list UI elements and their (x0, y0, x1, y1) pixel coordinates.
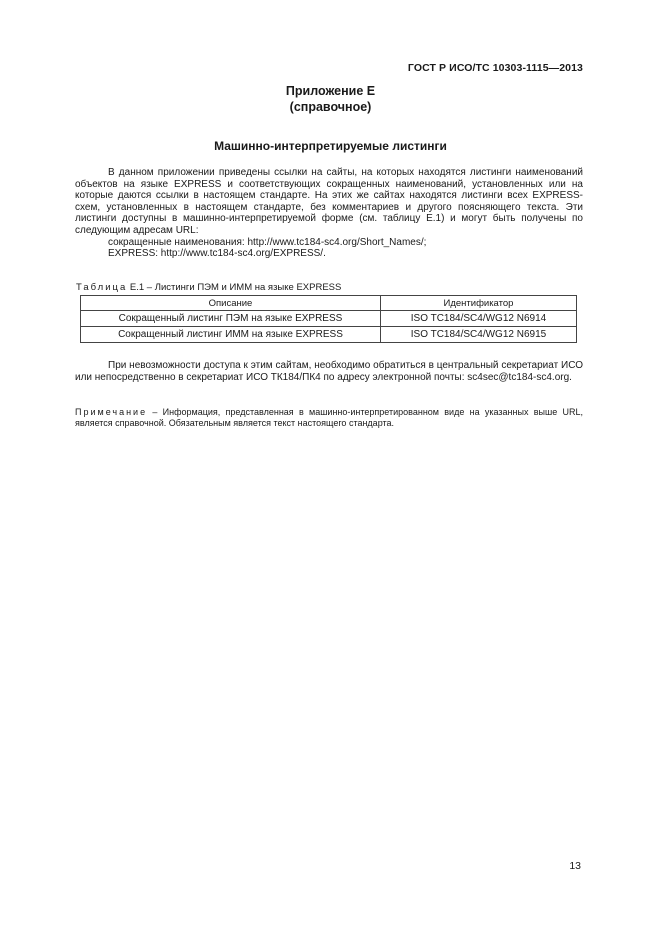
table-row (81, 327, 577, 343)
note-label: Примечание (75, 407, 148, 417)
listings-table (80, 295, 577, 343)
intro-block (75, 167, 583, 260)
table-header-row (81, 296, 577, 311)
table-caption-text: Е.1 – Листинги ПЭМ и ИММ на языке EXPRESS (127, 282, 342, 293)
url-short-names: сокращенные наименования: http://www.tc184-sc4.org/Short_Names/; (108, 236, 427, 248)
section-title: Машинно-интерпретируемые листинги (214, 139, 447, 153)
table-cell-description: Сокращенный листинг ПЭМ на языке EXPRESS (81, 311, 381, 327)
table-cell-identifier: ISO TC184/SC4/WG12 N6915 (380, 327, 576, 343)
intro-paragraph: В данном приложении приведены ссылки на сайты, на которых находятся листинги наименований объектов на языке EXPRESS и соответствующих сокращенных наименований, установленных или на которые даются ссылки в настоящем стандарте. На этих же сайтах находятся листинги всех EXPRESS-схем, установленных в настоящем стандарте, без комментариев и другого поясняющего текста. Эти листинги доступны в машинно-интерпретируемой форме (см. таблицу Е.1) и могут быть получены по следующим адресам URL: (75, 167, 583, 236)
table-row (81, 311, 577, 327)
page-number: 13 (569, 860, 581, 872)
contact-paragraph: При невозможности доступа к этим сайтам, необходимо обратиться в центральный секретариат ИСО или непосредственно в секретариат ИСО ТК184/ПК4 по адресу электронной почты: sc4sec@tc184-sc4.org. (75, 360, 583, 383)
table-caption-label: Таблица (76, 282, 128, 293)
note (75, 407, 583, 429)
table-header-identifier: Идентификатор (380, 296, 576, 311)
table-caption (76, 282, 341, 293)
table-header-description: Описание (81, 296, 381, 311)
annex-title: Приложение Е (285, 84, 376, 98)
url-express: EXPRESS: http://www.tc184-sc4.org/EXPRESS/. (108, 248, 326, 260)
standard-header: ГОСТ Р ИСО/ТС 10303-1115—2013 (407, 62, 583, 74)
table-cell-identifier: ISO TC184/SC4/WG12 N6914 (380, 311, 576, 327)
table-cell-description: Сокращенный листинг ИММ на языке EXPRESS (81, 327, 381, 343)
annex-heading (0, 83, 661, 115)
note-text: – Информация, представленная в машинно-интерпретированном виде на указанных выше URL, является справочной. Обязательным является текст настоящего стандарта. (75, 407, 583, 428)
annex-subtitle: (справочное) (289, 100, 372, 114)
